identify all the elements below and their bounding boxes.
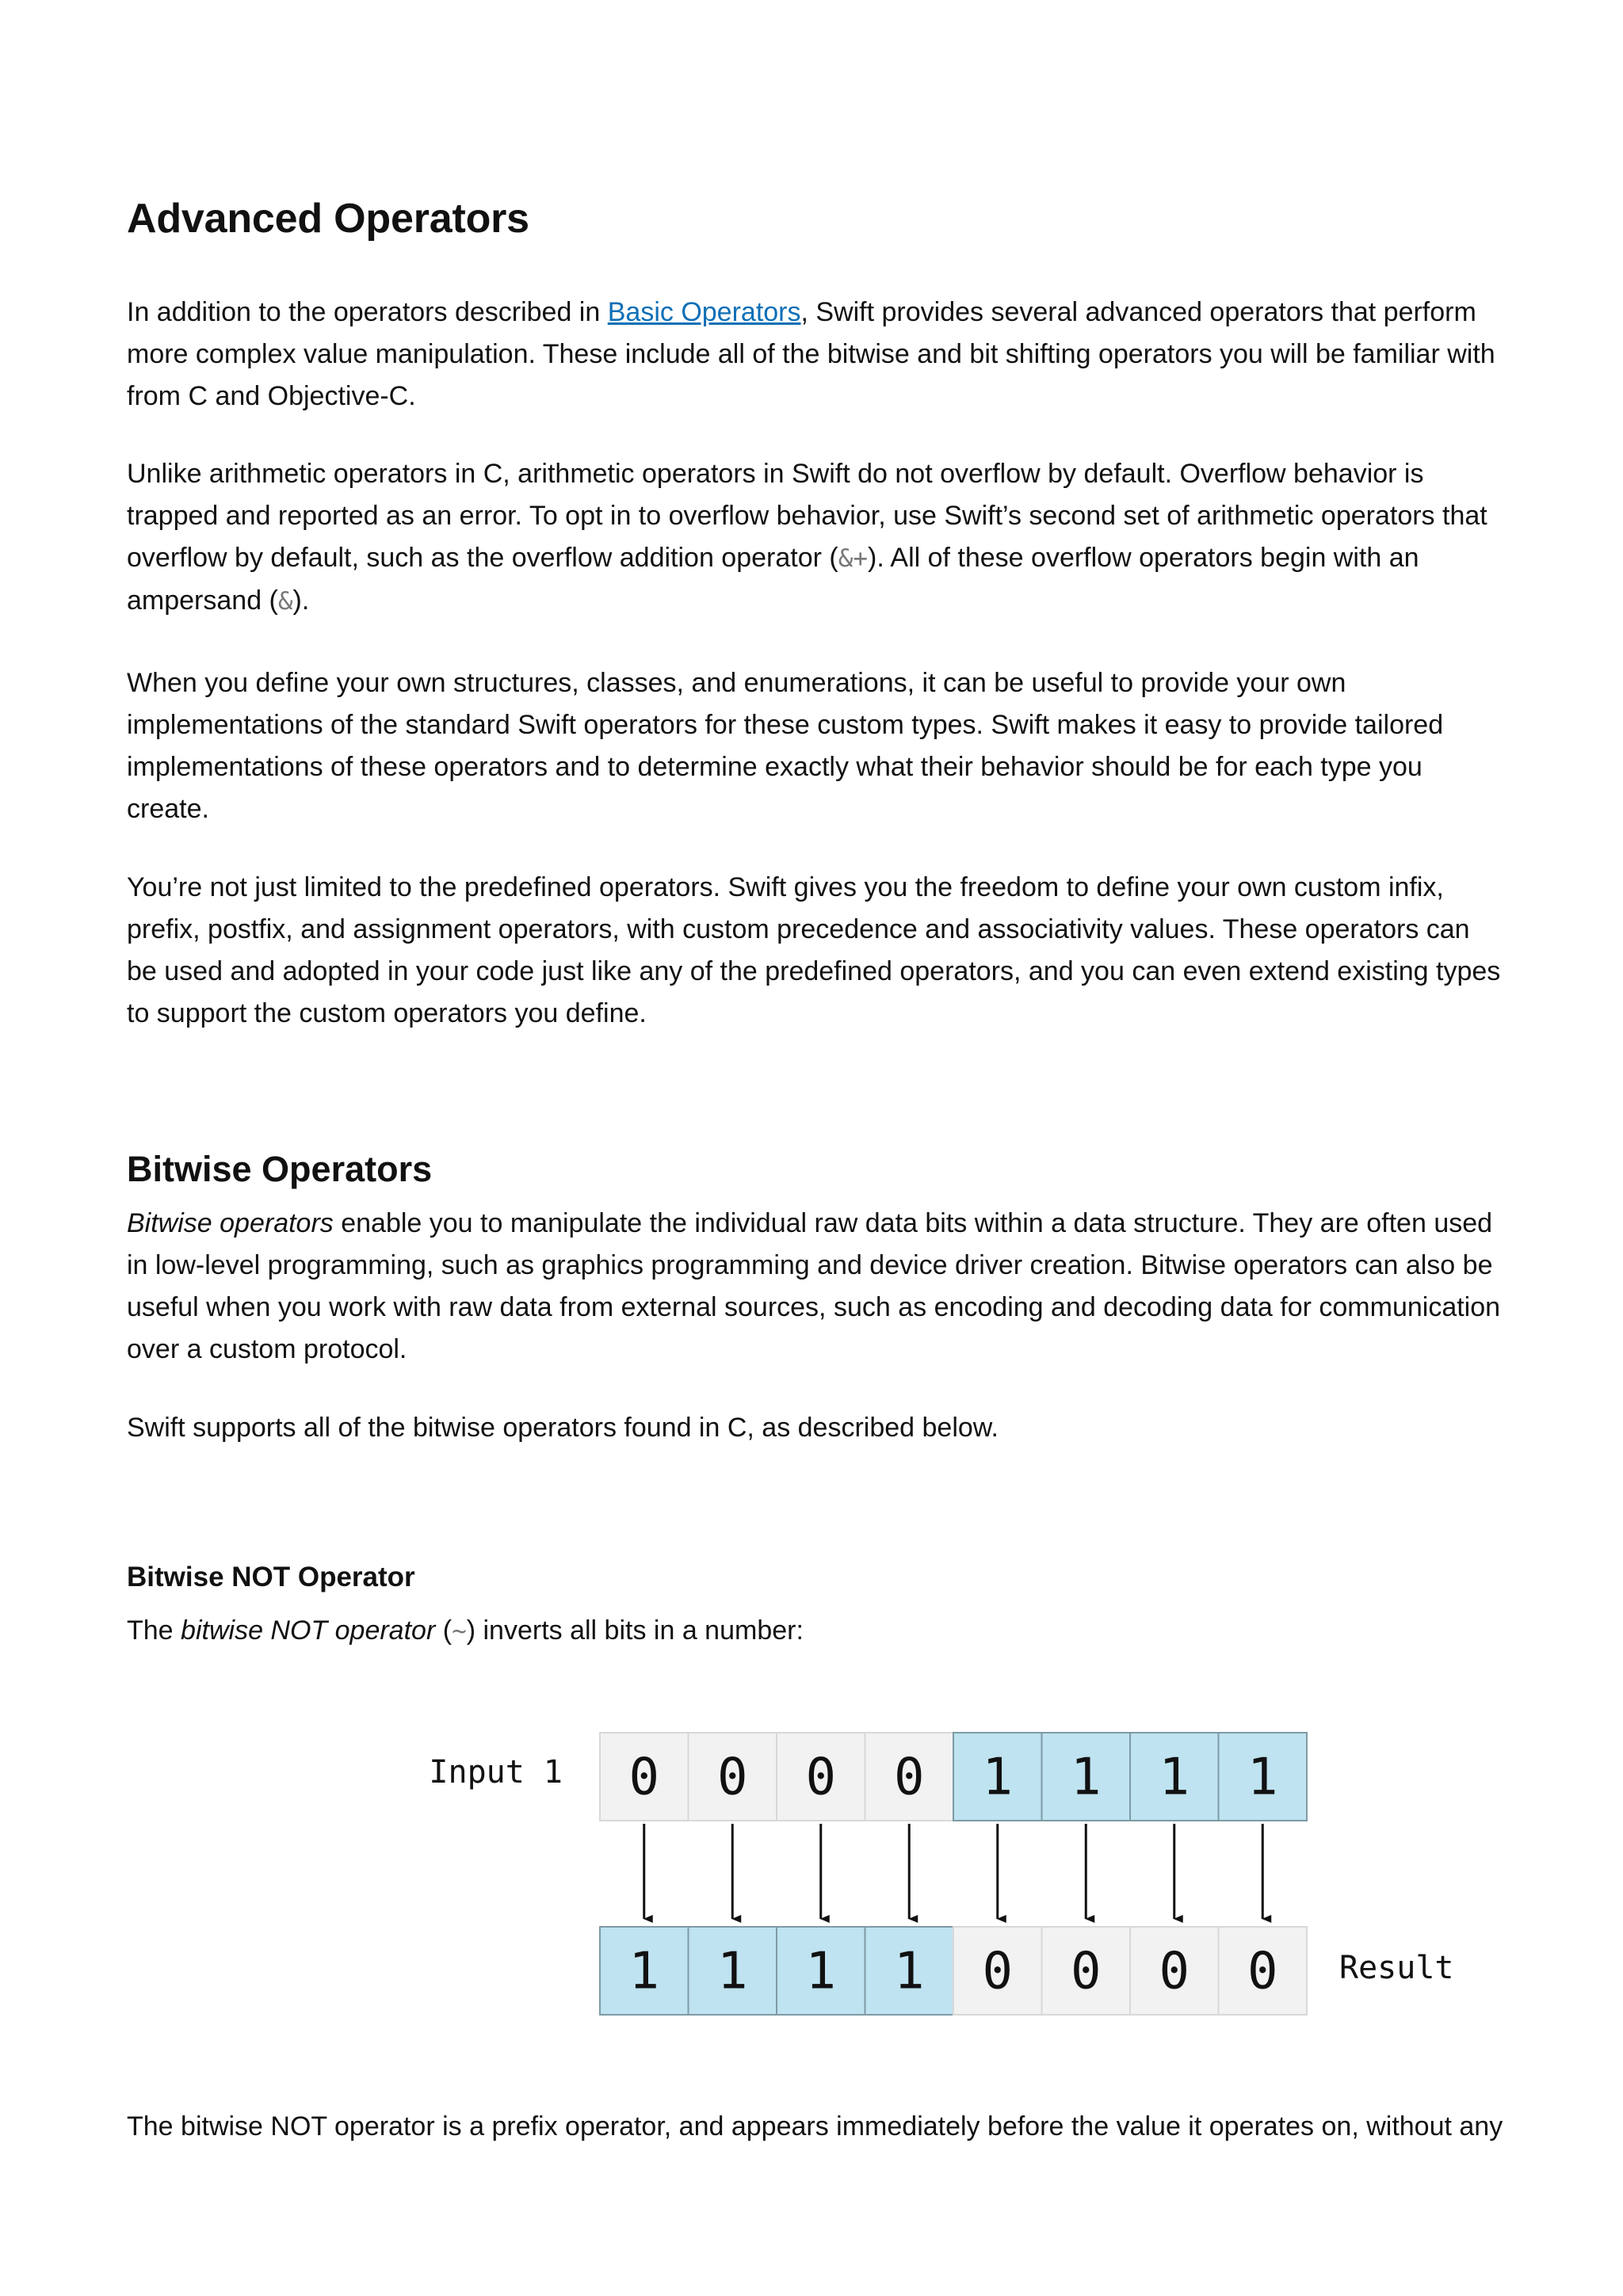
- result-bit-value-1: 1: [716, 1942, 748, 2001]
- intro-paragraph-4: You’re not just limited to the predefined operators. Swift gives you the freedom to define your own custom infix, prefix, postfix, and assignment operators, with custom precedence and associativity values. These operators can be used and adopted in your code just like any of the predefined operators, and you can even extend existing types to support the custom operators you define.: [127, 872, 1501, 1028]
- input-bit-value-3: 0: [893, 1748, 925, 1807]
- result-bit-value-3: 1: [893, 1942, 925, 2001]
- intro-p1-text-before: In addition to the operators described in: [127, 297, 608, 327]
- basic-operators-link[interactable]: Basic Operators: [607, 297, 801, 327]
- bitwise-paragraph-1: [127, 1203, 1506, 1371]
- result-bit-value-7: 0: [1247, 1942, 1278, 2001]
- result-bit-value-6: 0: [1159, 1942, 1190, 2001]
- bitwise-not-term: bitwise NOT operator: [181, 1615, 436, 1646]
- intro-p1-text-after: , Swift provides several advanced operators that perform more complex value manipulation. These include all of the bitwise and bit shifting operators you will be familiar with from C and Objective-C.: [127, 297, 1495, 411]
- input-bit-value-4: 1: [982, 1748, 1014, 1807]
- bitwise-paragraph-2: Swift supports all of the bitwise operators found in C, as described below.: [127, 1413, 999, 1443]
- intro-p2-text-a: Unlike arithmetic operators in C, arithmetic operators in Swift do not overflow by default. Overflow behavior is trapped and reported as an error. To opt in to overflow behavior, use Swift’s second set of arithmetic operators that overflow by default, such as the overflow addition operator (: [127, 459, 1487, 573]
- result-bit-value-4: 0: [982, 1942, 1014, 2001]
- input-bit-value-1: 0: [716, 1748, 748, 1807]
- bitwise-not-text-mid: (: [435, 1615, 453, 1646]
- input-bit-value-0: 0: [628, 1748, 660, 1807]
- bitwise-not-diagram-svg: [428, 1719, 1458, 2036]
- intro-paragraph-2: [127, 453, 1506, 623]
- overflow-addition-code: &+: [838, 544, 869, 573]
- bitwise-not-text-after: ) inverts all bits in a number:: [466, 1615, 804, 1646]
- intro-paragraph-3: When you define your own structures, classes, and enumerations, it can be useful to provide your own implementations of the standard Swift operators for these custom types. Swift makes it easy to provide tailored implementations of these operators and to determine exactly what their behavior should be for each type you create.: [127, 668, 1444, 824]
- ampersand-code: &: [277, 587, 293, 616]
- intro-p2-text-b: ). All of these overflow operators begin with an ampersand (: [127, 543, 1419, 616]
- page-title: Advanced Operators: [127, 196, 529, 242]
- bitwise-not-diagram: [428, 1719, 1458, 2036]
- input-bit-value-6: 1: [1159, 1748, 1190, 1807]
- bitwise-not-text-before: The: [127, 1615, 181, 1646]
- result-bits-row: [600, 1927, 1307, 2015]
- bitwise-not-paragraph-1: [127, 1610, 1506, 1653]
- input-bit-value-2: 0: [805, 1748, 837, 1807]
- bit-arrows: [644, 1824, 1263, 1919]
- bitwise-not-paragraph-2: The bitwise NOT operator is a prefix operator, and appears immediately before the value it operates on, without any: [127, 2111, 1503, 2142]
- intro-paragraph-1: [127, 292, 1506, 418]
- input-bit-value-7: 1: [1247, 1748, 1278, 1807]
- result-bit-value-0: 1: [628, 1942, 660, 2001]
- bitwise-operators-term: Bitwise operators: [127, 1208, 334, 1238]
- input-bit-value-5: 1: [1070, 1748, 1102, 1807]
- input-bits-row: [600, 1733, 1307, 1821]
- result-bit-value-5: 0: [1070, 1942, 1102, 2001]
- bitwise-p1-text: enable you to manipulate the individual raw data bits within a data structure. They are often used in low-level programming, such as graphics programming and device driver creation. Bitwise operators can also be useful when you work with raw data from external sources, such as encoding and decoding data for communication over a custom protocol.: [127, 1208, 1501, 1364]
- intro-p2-text-c: ).: [292, 585, 310, 616]
- bitwise-operators-heading: Bitwise Operators: [127, 1149, 433, 1189]
- result-label: Result: [1339, 1950, 1454, 1986]
- result-bit-value-2: 1: [805, 1942, 837, 2001]
- input-label: Input 1: [429, 1754, 563, 1791]
- tilde-code: ~: [452, 1617, 467, 1646]
- bitwise-not-heading: Bitwise NOT Operator: [127, 1562, 415, 1592]
